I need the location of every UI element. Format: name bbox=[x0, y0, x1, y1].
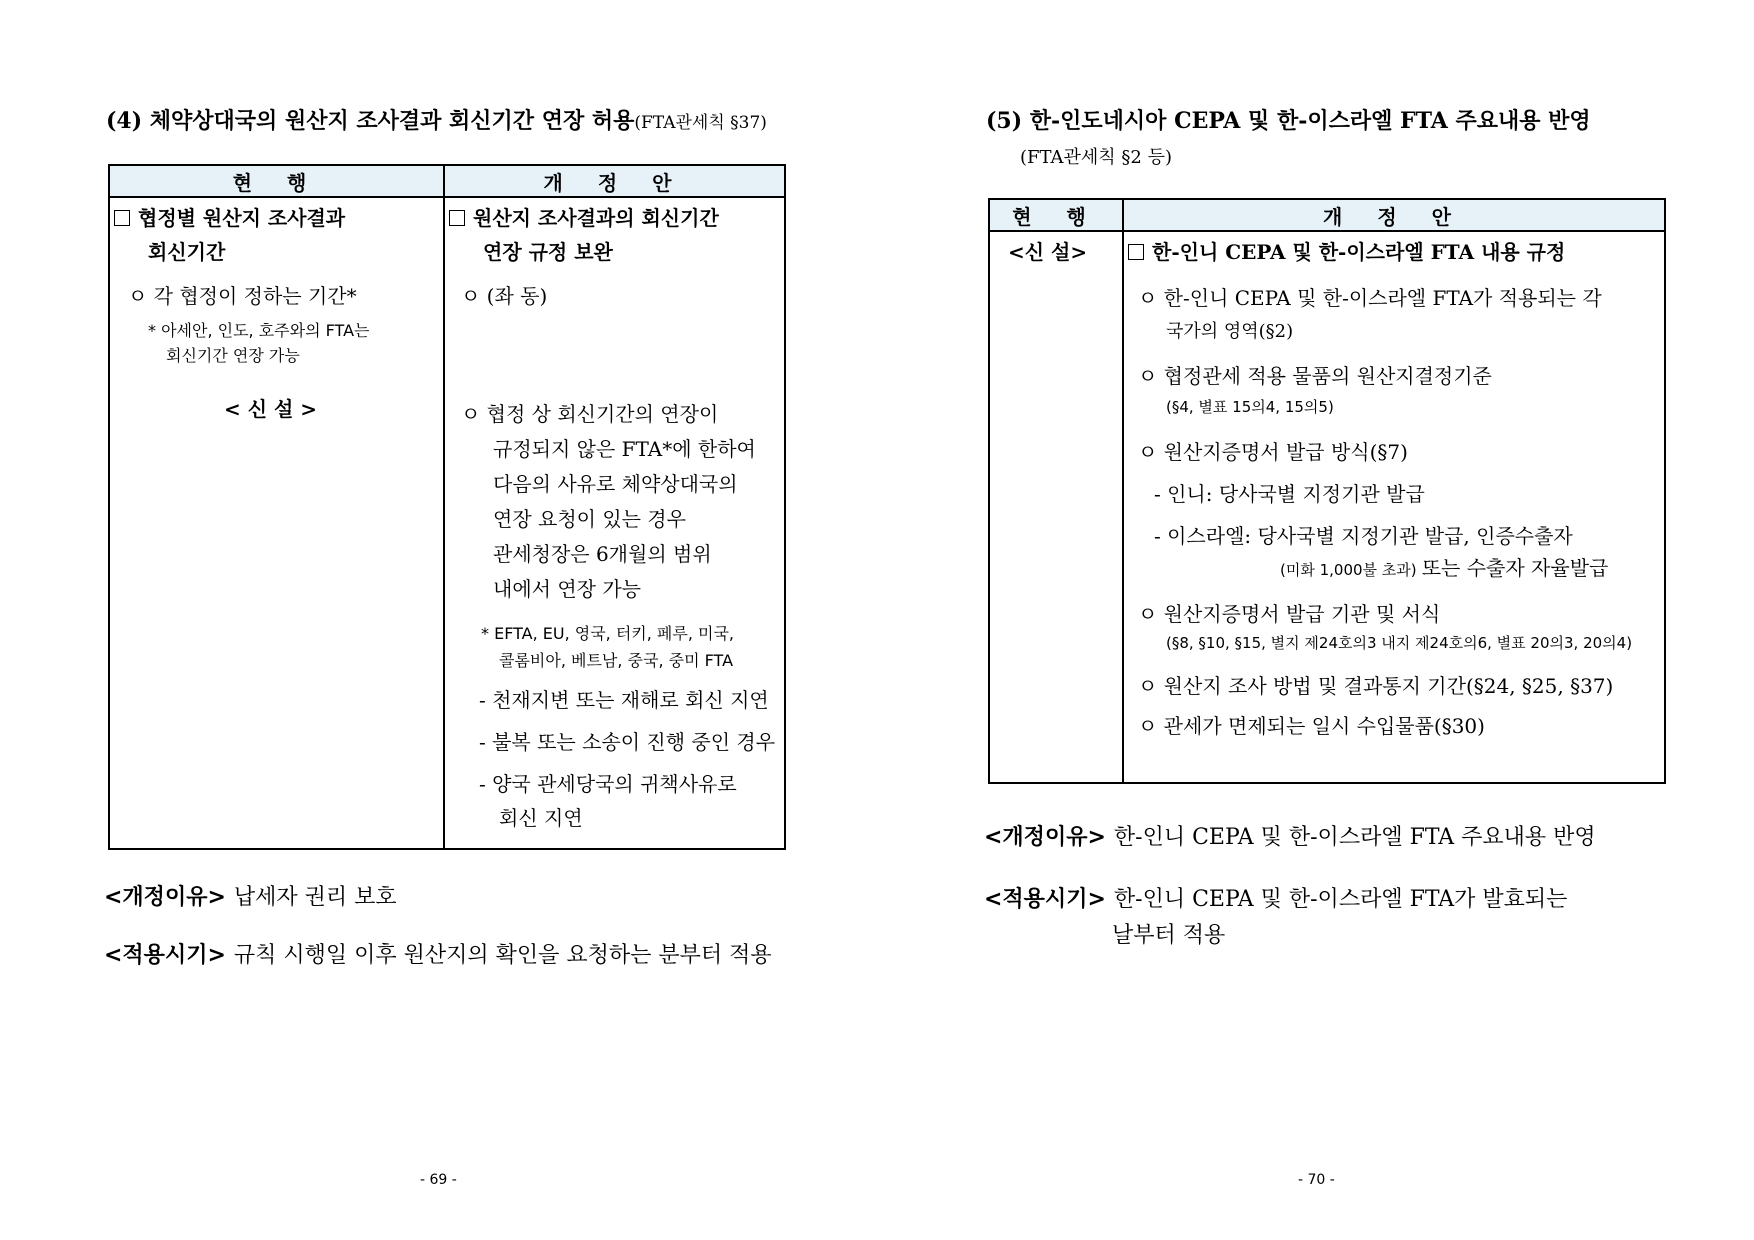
proposed-c-d1: - 인니: 당사국별 지정기관 발급 bbox=[1154, 482, 1425, 506]
section-title-4 bbox=[106, 104, 767, 135]
apply-label: <적용시기> bbox=[104, 943, 226, 968]
current-new-label: < 신 설 > bbox=[224, 397, 318, 421]
reason-left bbox=[104, 880, 397, 911]
current-item-line2: 회신기간 bbox=[148, 240, 226, 264]
apply-left bbox=[104, 938, 772, 969]
proposed-p-line1: ㅇ 협정 상 회신기간의 연장이 bbox=[461, 402, 719, 426]
proposed-d-line1: ㅇ 원산지증명서 발급 기관 및 서식 bbox=[1138, 602, 1441, 626]
proposed-d2: - 불복 또는 소송이 진행 중인 경우 bbox=[479, 730, 776, 754]
proposed-d1: - 천재지변 또는 재해로 회신 지연 bbox=[479, 688, 769, 712]
proposed-same: ㅇ (좌 동) bbox=[461, 284, 548, 308]
cell-proposed bbox=[1123, 231, 1665, 783]
section-title-4-main: (4) 체약상대국의 원산지 조사결과 회신기간 연장 허용 bbox=[106, 108, 635, 134]
col-header-current: 현 행 bbox=[109, 165, 444, 197]
proposed-note-1: * EFTA, EU, 영국, 터키, 페루, 미국, bbox=[481, 624, 735, 643]
reason-label: <개정이유> bbox=[104, 885, 226, 910]
proposed-e: ㅇ 원산지 조사 방법 및 결과통지 기간(§24, §25, §37) bbox=[1138, 674, 1614, 698]
proposed-p-line2: 규정되지 않은 FTA*에 한하여 bbox=[493, 437, 756, 461]
proposed-p-line3: 다음의 사유로 체약상대국의 bbox=[493, 472, 738, 496]
proposed-item-line2: 연장 규정 보완 bbox=[483, 240, 613, 264]
current-note-2: 회신기간 연장 가능 bbox=[166, 346, 300, 365]
proposed-note-2: 콜롬비아, 베트남, 중국, 중미 FTA bbox=[499, 651, 734, 670]
reason-text: 한-인니 CEPA 및 한-이스라엘 FTA 주요내용 반영 bbox=[1113, 825, 1596, 850]
proposed-p-line5: 관세청장은 6개월의 범위 bbox=[493, 542, 712, 566]
page-number-69: - 69 - bbox=[420, 1172, 457, 1188]
proposed-b-line2: (§4, 별표 15의4, 15의5) bbox=[1166, 398, 1334, 416]
section-title-4-ref: (FTA관세칙 §37) bbox=[634, 113, 767, 133]
apply-text-line1: 한-인니 CEPA 및 한-이스라엘 FTA가 발효되는 bbox=[1113, 887, 1568, 912]
current-new-label: <신 설> bbox=[1008, 240, 1088, 264]
proposed-p-line4: 연장 요청이 있는 경우 bbox=[493, 507, 686, 531]
page-number-70: - 70 - bbox=[1298, 1172, 1335, 1188]
section-title-5: (5) 한-인도네시아 CEPA 및 한-이스라엘 FTA 주요내용 반영 bbox=[986, 108, 1591, 134]
apply-label: <적용시기> bbox=[984, 887, 1106, 912]
proposed-b-line1: ㅇ 협정관세 적용 물품의 원산지결정기준 bbox=[1138, 364, 1492, 388]
proposed-c-d2b bbox=[1280, 552, 1608, 581]
proposed-c-line1: ㅇ 원산지증명서 발급 방식(§7) bbox=[1138, 440, 1408, 464]
proposed-item: 한-인니 CEPA 및 한-이스라엘 FTA 내용 규정 bbox=[1128, 236, 1565, 265]
col-header-current: 현 행 bbox=[989, 199, 1123, 231]
proposed-c-d2: - 이스라엘: 당사국별 지정기관 발급, 인증수출자 bbox=[1154, 524, 1573, 548]
current-note-1: * 아세안, 인도, 호주와의 FTA는 bbox=[148, 321, 370, 340]
proposed-f: ㅇ 관세가 면제되는 일시 수입물품(§30) bbox=[1138, 714, 1485, 738]
apply-text: 규칙 시행일 이후 원산지의 확인을 요청하는 분부터 적용 bbox=[233, 943, 772, 968]
proposed-c-d2b-text: 또는 수출자 자율발급 bbox=[1421, 556, 1609, 580]
section-title-5-ref: (FTA관세칙 §2 등) bbox=[1020, 147, 1173, 168]
proposed-a-line1: ㅇ 한-인니 CEPA 및 한-이스라엘 FTA가 적용되는 각 bbox=[1138, 286, 1602, 310]
checkbox-square-icon bbox=[114, 210, 130, 226]
proposed-a-line2: 국가의 영역(§2) bbox=[1166, 321, 1294, 342]
col-header-proposed: 개 정 안 bbox=[1123, 199, 1665, 231]
col-header-proposed: 개 정 안 bbox=[444, 165, 785, 197]
comparison-table-right bbox=[988, 198, 1666, 784]
checkbox-square-icon bbox=[1128, 244, 1144, 260]
proposed-d3-line1: - 양국 관세당국의 귀책사유로 bbox=[479, 772, 737, 796]
proposed-p-line6: 내에서 연장 가능 bbox=[493, 577, 641, 601]
reason-label: <개정이유> bbox=[984, 825, 1106, 850]
apply-text-line2: 날부터 적용 bbox=[1112, 923, 1226, 948]
cell-current bbox=[109, 197, 444, 849]
current-sub: ㅇ 각 협정이 정하는 기간* bbox=[128, 284, 357, 308]
reason-text: 납세자 권리 보호 bbox=[233, 885, 397, 910]
apply-right bbox=[984, 882, 1567, 913]
current-item: 협정별 원산지 조사결과 bbox=[114, 202, 345, 231]
proposed-d3-line2: 회신 지연 bbox=[499, 806, 583, 830]
comparison-table-left bbox=[108, 164, 786, 850]
cell-current bbox=[989, 231, 1123, 783]
cell-proposed bbox=[444, 197, 785, 849]
proposed-c-d2b-small: (미화 1,000불 초과) bbox=[1280, 561, 1417, 579]
proposed-d-line2: (§8, §10, §15, 별지 제24호의3 내지 제24호의6, 별표 20의3, 20의4) bbox=[1166, 634, 1633, 652]
checkbox-square-icon bbox=[449, 210, 465, 226]
proposed-item: 원산지 조사결과의 회신기간 bbox=[449, 202, 719, 231]
reason-right bbox=[984, 820, 1596, 851]
